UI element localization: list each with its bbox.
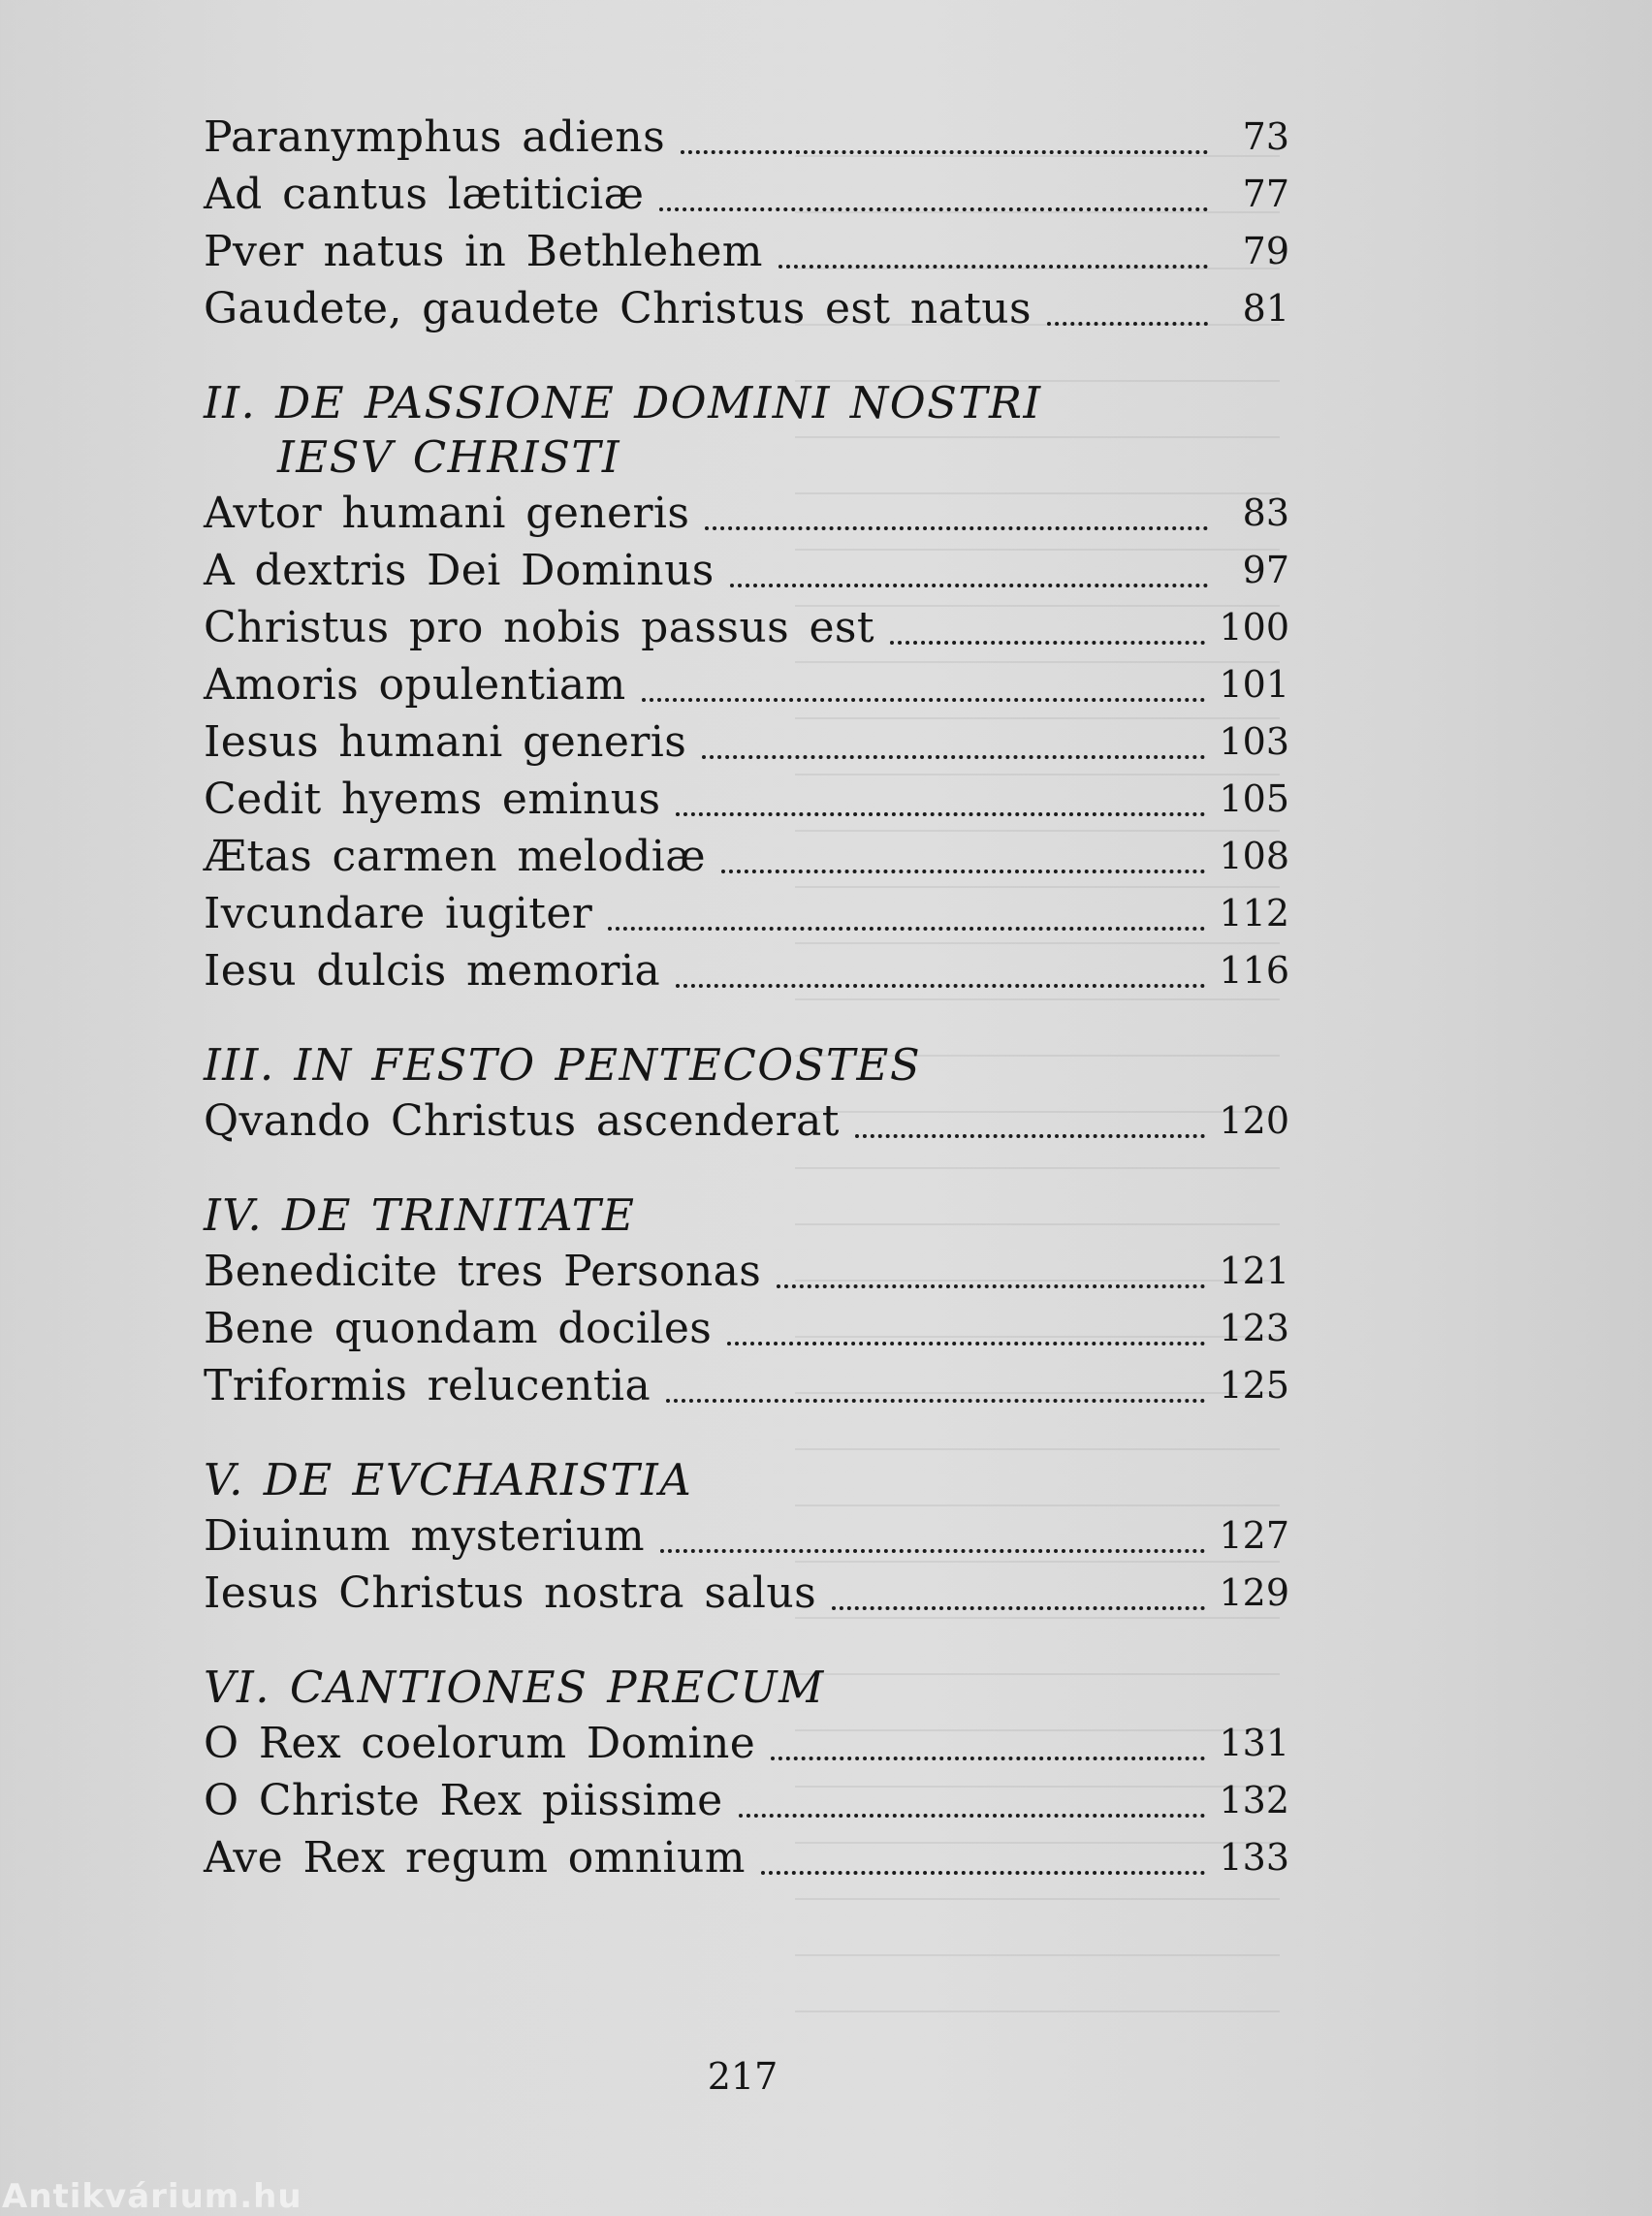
page-number: 217 (707, 2055, 778, 2098)
entry-page-number: 112 (1219, 892, 1289, 934)
toc-entry (204, 713, 1289, 771)
entry-page-number: 101 (1219, 663, 1289, 706)
toc-entry (204, 1507, 1289, 1565)
entry-title: Cedit hyems eminus (204, 775, 661, 824)
entry-title: Christus pro nobis passus est (204, 603, 874, 652)
entry-page-number: 131 (1219, 1722, 1289, 1764)
dot-leader (666, 1398, 1205, 1403)
entry-title: Qvando Christus ascenderat (204, 1096, 840, 1146)
toc-entry (204, 1829, 1289, 1886)
entry-page-number: 116 (1219, 949, 1289, 992)
entry-page-number: 73 (1242, 115, 1289, 158)
dot-leader (660, 1548, 1205, 1553)
entry-title: O Rex coelorum Domine (204, 1719, 756, 1768)
entry-title: Ad cantus lætiticiæ (204, 170, 645, 219)
section-heading: VI. CANTIONES PRECUM (204, 1662, 825, 1713)
entry-title: Avtor humani generis (204, 489, 690, 538)
toc-entry (204, 1565, 1289, 1622)
dot-leader (676, 811, 1205, 816)
toc-entry (204, 109, 1289, 166)
toc-entry (204, 1243, 1289, 1300)
dot-leader (642, 697, 1206, 702)
dot-leader (730, 583, 1208, 587)
section-heading: III. IN FESTO PENTECOSTES (204, 1039, 922, 1091)
dot-leader (608, 926, 1205, 931)
entry-title: Iesus Christus nostra salus (204, 1568, 817, 1618)
entry-page-number: 123 (1219, 1307, 1289, 1349)
toc-entry (204, 280, 1289, 337)
entry-page-number: 129 (1219, 1571, 1289, 1614)
entry-page-number: 81 (1242, 287, 1289, 330)
entry-title: Pver natus in Bethlehem (204, 227, 763, 276)
dot-leader (659, 206, 1208, 211)
entry-title: O Christe Rex piissime (204, 1776, 723, 1825)
dot-leader (832, 1605, 1205, 1610)
dot-leader (739, 1813, 1206, 1818)
entry-page-number: 77 (1242, 173, 1289, 215)
entry-title: Bene quondam dociles (204, 1304, 713, 1353)
section-heading (204, 376, 1289, 485)
dot-leader (702, 754, 1205, 759)
dot-leader (727, 1341, 1205, 1345)
dot-leader (771, 1756, 1205, 1760)
entry-page-number: 103 (1219, 720, 1289, 763)
toc-entry (204, 885, 1289, 942)
section-eucharistia (204, 1453, 1289, 1622)
entry-page-number: 83 (1242, 491, 1289, 534)
section-cantiones-precum (204, 1661, 1289, 1886)
entry-title: Triformis relucentia (204, 1361, 651, 1410)
dot-leader (855, 1133, 1206, 1138)
toc-entry (204, 1300, 1289, 1357)
toc-entry (204, 166, 1289, 223)
entry-title: Ivcundare iugiter (204, 889, 593, 938)
dot-leader (676, 983, 1205, 988)
entry-title: A dextris Dei Dominus (204, 546, 715, 595)
entry-page-number: 121 (1219, 1250, 1289, 1292)
section-heading-sub: IESV CHRISTI (277, 431, 621, 483)
toc-entry (204, 1092, 1289, 1150)
entry-title: Paranymphus adiens (204, 112, 666, 162)
entry-title: Diuinum mysterium (204, 1511, 645, 1561)
toc-entry (204, 1715, 1289, 1772)
entry-title: Iesus humani generis (204, 717, 687, 767)
dot-leader (681, 149, 1208, 154)
watermark: Antikvárium.hu (2, 2177, 302, 2216)
toc-entry (204, 223, 1289, 280)
entry-title: Ave Rex regum omnium (204, 1833, 746, 1883)
dot-leader (761, 1870, 1206, 1875)
toc-entry (204, 1772, 1289, 1829)
entry-page-number: 108 (1219, 835, 1289, 877)
dot-leader (721, 869, 1205, 873)
toc-entry (204, 485, 1289, 542)
section-pentecostes (204, 1038, 1289, 1150)
entry-title: Ætas carmen melodiæ (204, 832, 707, 881)
entry-title: Gaudete, gaudete Christus est natus (204, 284, 1032, 333)
dot-leader (890, 640, 1206, 645)
entry-page-number: 127 (1219, 1514, 1289, 1557)
toc-entry (204, 1357, 1289, 1414)
toc-entry (204, 771, 1289, 828)
entry-page-number: 132 (1219, 1779, 1289, 1821)
entry-page-number: 125 (1219, 1364, 1289, 1407)
entry-page-number: 100 (1219, 606, 1289, 649)
toc-entry (204, 542, 1289, 599)
section-passione (204, 376, 1289, 999)
dot-leader (777, 1283, 1205, 1288)
entry-page-number: 79 (1242, 230, 1289, 272)
dot-leader (778, 264, 1208, 269)
section-heading-main: II. DE PASSIONE DOMINI NOSTRI (204, 377, 1042, 428)
section-trinitate (204, 1188, 1289, 1414)
entry-title: Amoris opulentiam (204, 660, 626, 710)
entry-page-number: 97 (1242, 549, 1289, 591)
entry-title: Iesu dulcis memoria (204, 946, 661, 996)
section-heading: V. DE EVCHARISTIA (204, 1454, 693, 1505)
toc-entry (204, 599, 1289, 656)
section-heading: IV. DE TRINITATE (204, 1189, 636, 1241)
dot-leader (1047, 321, 1208, 326)
toc-entry (204, 656, 1289, 713)
entry-title: Benedicite tres Personas (204, 1247, 762, 1296)
toc-entry (204, 828, 1289, 885)
intro-entries (204, 109, 1289, 337)
dot-leader (705, 525, 1208, 530)
toc-entry (204, 942, 1289, 999)
table-of-contents (204, 109, 1289, 1886)
entry-page-number: 133 (1219, 1836, 1289, 1879)
entry-page-number: 105 (1219, 777, 1289, 820)
entry-page-number: 120 (1219, 1099, 1289, 1142)
